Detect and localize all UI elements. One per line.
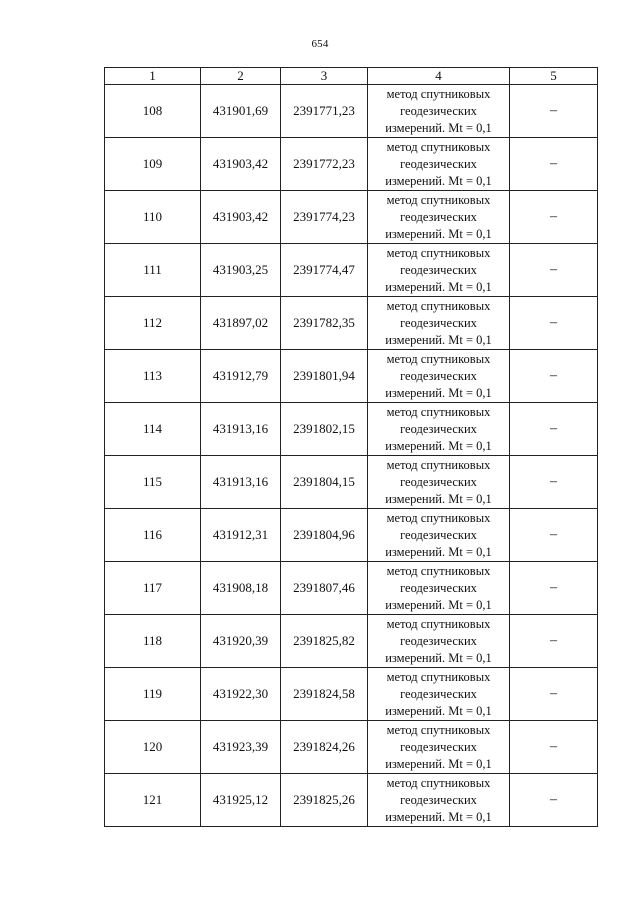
method-line: измерений. Mt = 0,1 [385,438,492,453]
y-coordinate-cell: 2391804,15 [281,456,368,509]
method-cell [368,562,510,615]
point-number-cell: 116 [105,509,201,562]
point-number-cell: 115 [105,456,201,509]
method-line: геодезических [400,156,477,171]
note-cell: – [510,615,598,668]
column-header-y: 3 [281,68,368,85]
note-cell: – [510,774,598,827]
x-coordinate-cell: 431901,69 [201,85,281,138]
y-coordinate-cell: 2391801,94 [281,350,368,403]
method-cell [368,774,510,827]
method-cell [368,85,510,138]
method-line: метод спутниковых [386,298,491,313]
point-number-cell: 112 [105,297,201,350]
method-line: метод спутниковых [386,404,491,419]
x-coordinate-cell: 431913,16 [201,456,281,509]
method-line: метод спутниковых [386,616,491,631]
method-line: метод спутниковых [386,722,491,737]
table-row [105,138,598,191]
method-line: метод спутниковых [386,510,491,525]
table-row [105,562,598,615]
note-cell: – [510,297,598,350]
x-coordinate-cell: 431908,18 [201,562,281,615]
table-row [105,774,598,827]
method-line: метод спутниковых [386,563,491,578]
y-coordinate-cell: 2391825,26 [281,774,368,827]
point-number-cell: 120 [105,721,201,774]
note-cell: – [510,244,598,297]
method-line: измерений. Mt = 0,1 [385,332,492,347]
method-line: геодезических [400,103,477,118]
page-number: 654 [311,38,329,50]
x-coordinate-cell: 431897,02 [201,297,281,350]
method-line: геодезических [400,686,477,701]
method-line: измерений. Mt = 0,1 [385,650,492,665]
y-coordinate-cell: 2391824,58 [281,668,368,721]
method-cell [368,297,510,350]
y-coordinate-cell: 2391804,96 [281,509,368,562]
method-line: геодезических [400,739,477,754]
x-coordinate-cell: 431922,30 [201,668,281,721]
x-coordinate-cell: 431925,12 [201,774,281,827]
y-coordinate-cell: 2391771,23 [281,85,368,138]
method-line: измерений. Mt = 0,1 [385,703,492,718]
x-coordinate-cell: 431920,39 [201,615,281,668]
method-line: геодезических [400,368,477,383]
method-line: измерений. Mt = 0,1 [385,226,492,241]
note-cell: – [510,138,598,191]
header-row [105,68,598,85]
note-cell: – [510,191,598,244]
method-cell [368,721,510,774]
method-line: измерений. Mt = 0,1 [385,491,492,506]
x-coordinate-cell: 431912,31 [201,509,281,562]
method-line: метод спутниковых [386,351,491,366]
y-coordinate-cell: 2391807,46 [281,562,368,615]
x-coordinate-cell: 431903,42 [201,191,281,244]
method-cell [368,350,510,403]
column-header-note: 5 [510,68,598,85]
table-row [105,85,598,138]
note-cell: – [510,350,598,403]
table-row [105,509,598,562]
note-cell: – [510,456,598,509]
table-row [105,297,598,350]
method-cell [368,403,510,456]
method-line: метод спутниковых [386,192,491,207]
y-coordinate-cell: 2391774,47 [281,244,368,297]
point-number-cell: 111 [105,244,201,297]
method-cell [368,191,510,244]
method-line: геодезических [400,262,477,277]
y-coordinate-cell: 2391824,26 [281,721,368,774]
method-line: измерений. Mt = 0,1 [385,809,492,824]
note-cell: – [510,721,598,774]
method-line: измерений. Mt = 0,1 [385,756,492,771]
method-line: измерений. Mt = 0,1 [385,385,492,400]
method-cell [368,668,510,721]
method-line: геодезических [400,315,477,330]
point-number-cell: 114 [105,403,201,456]
method-line: геодезических [400,792,477,807]
method-line: геодезических [400,527,477,542]
method-line: геодезических [400,209,477,224]
note-cell: – [510,403,598,456]
x-coordinate-cell: 431903,42 [201,138,281,191]
point-number-cell: 108 [105,85,201,138]
column-header-x: 2 [201,68,281,85]
point-number-cell: 118 [105,615,201,668]
method-cell [368,244,510,297]
point-number-cell: 113 [105,350,201,403]
table-row [105,456,598,509]
method-cell [368,456,510,509]
method-line: измерений. Mt = 0,1 [385,597,492,612]
y-coordinate-cell: 2391802,15 [281,403,368,456]
method-line: метод спутниковых [386,86,491,101]
y-coordinate-cell: 2391825,82 [281,615,368,668]
y-coordinate-cell: 2391782,35 [281,297,368,350]
y-coordinate-cell: 2391774,23 [281,191,368,244]
method-line: метод спутниковых [386,139,491,154]
note-cell: – [510,85,598,138]
table-row [105,350,598,403]
y-coordinate-cell: 2391772,23 [281,138,368,191]
table-row [105,403,598,456]
table-row [105,668,598,721]
table-header [105,68,598,85]
note-cell: – [510,562,598,615]
method-line: метод спутниковых [386,245,491,260]
method-line: измерений. Mt = 0,1 [385,544,492,559]
column-header-point-number: 1 [105,68,201,85]
coordinates-table [104,67,598,827]
column-header-method: 4 [368,68,510,85]
point-number-cell: 121 [105,774,201,827]
table-row [105,244,598,297]
table-row [105,721,598,774]
method-line: метод спутниковых [386,669,491,684]
method-cell [368,138,510,191]
note-cell: – [510,668,598,721]
point-number-cell: 109 [105,138,201,191]
x-coordinate-cell: 431923,39 [201,721,281,774]
method-line: метод спутниковых [386,457,491,472]
x-coordinate-cell: 431903,25 [201,244,281,297]
method-line: геодезических [400,421,477,436]
note-cell: – [510,509,598,562]
method-line: измерений. Mt = 0,1 [385,279,492,294]
table-row [105,191,598,244]
method-cell [368,509,510,562]
method-line: геодезических [400,580,477,595]
table-row [105,615,598,668]
table-body [105,85,598,827]
method-line: метод спутниковых [386,775,491,790]
method-line: геодезических [400,633,477,648]
method-line: измерений. Mt = 0,1 [385,173,492,188]
x-coordinate-cell: 431913,16 [201,403,281,456]
point-number-cell: 117 [105,562,201,615]
point-number-cell: 119 [105,668,201,721]
point-number-cell: 110 [105,191,201,244]
method-cell [368,615,510,668]
x-coordinate-cell: 431912,79 [201,350,281,403]
method-line: измерений. Mt = 0,1 [385,120,492,135]
method-line: геодезических [400,474,477,489]
